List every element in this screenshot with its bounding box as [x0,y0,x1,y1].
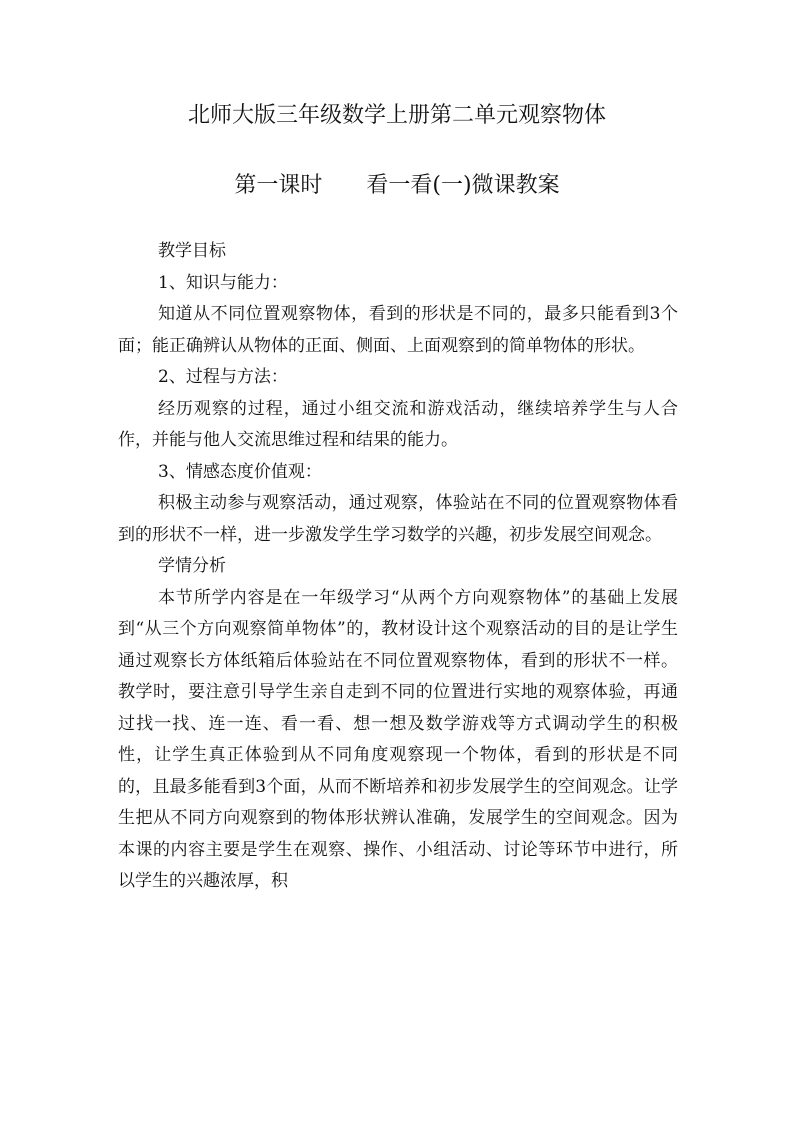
subtitle-topic: 看一看(一)微课教案 [366,173,560,198]
document-title: 北师大版三年级数学上册第二单元观察物体 [187,103,606,128]
subtitle-lesson: 第一课时 [234,173,323,198]
paragraph: 积极主动参与观察活动，通过观察，体验站在不同的位置观察物体看到的形状不一样，进一步激发学生学习数学的兴趣，初步发展空间观念。 [118,493,678,545]
paragraph: 知道从不同位置观察物体，看到的形状是不同的，最多只能看到3个面；能正确辨认从物体的正面、侧面、上面观察到的简单物体的形状。 [118,304,678,356]
document-subtitle [0,168,794,199]
paragraph: 本节所学内容是在一年级学习“从两个方向观察物体”的基础上发展到“从三个方向观察简单物体”的，教材设计这个观察活动的目的是让学生通过观察长方体纸箱后体验站在不同位置观察物体，看到的形状不一样。教学时，要注意引导学生亲自走到不同的位置进行实地的观察体验，再通过找一找、连一连、看一看、想一想及数学游戏等方式调动学生的积极性，让学生真正体验到从不同角度观察现一个物体，看到的形状是不同的，且最多能看到3个面，从而不断培养和初步发展学生的空间观念。让学生把从不同方向观察到的物体形状辨认准确，发展学生的空间观念。因为本课的内容主要是学生在观察、操作、小组活动、讨论等环节中进行，所以学生的兴趣浓厚，积 [118,587,678,891]
section-heading: 1、知识与能力： [158,272,288,293]
section-heading: 教学目标 [158,241,226,261]
section-heading: 学情分析 [158,556,226,576]
document-body [118,236,678,898]
section-heading: 3、情感态度价值观： [158,461,322,482]
paragraph: 经历观察的过程，通过小组交流和游戏活动，继续培养学生与人合作，并能与他人交流思维过程和结果的能力。 [118,398,678,450]
section-heading: 2、过程与方法： [158,367,288,387]
